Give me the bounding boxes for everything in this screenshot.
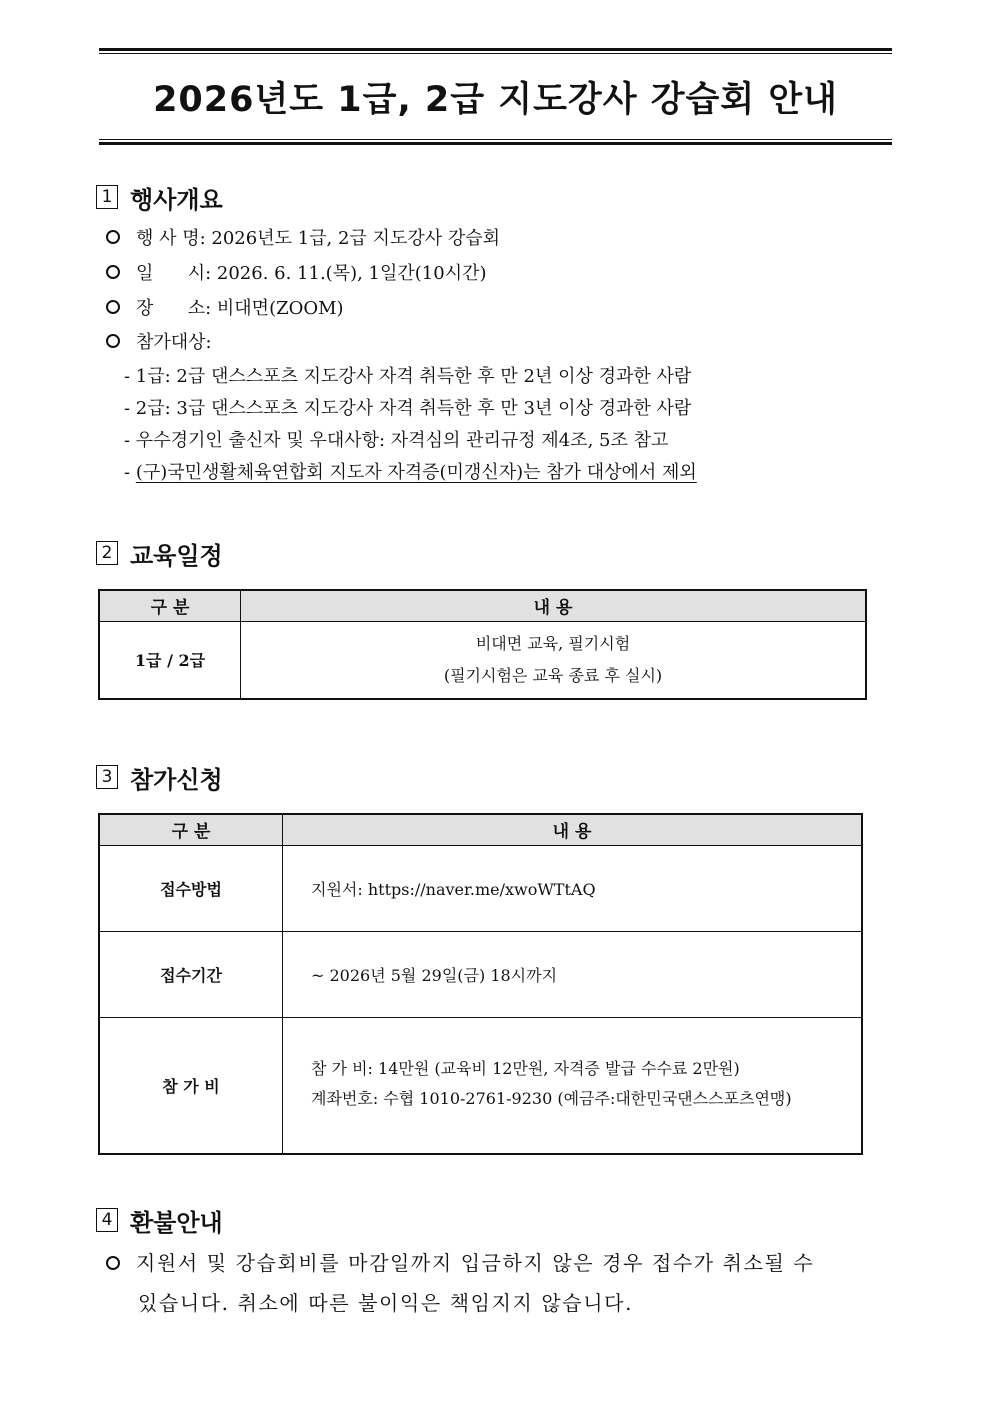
overview-value: 2026년도 1급, 2급 지도강사 강습회 — [211, 228, 500, 249]
section-1-title: 행사개요 — [130, 185, 223, 214]
section-1-number: 1 — [96, 185, 118, 209]
section-2-title: 교육일정 — [130, 541, 223, 570]
overview-label: 일 시: — [136, 263, 212, 284]
header-content: 내 용 — [283, 814, 863, 845]
circle-bullet-icon — [106, 1256, 120, 1270]
account-line: 계좌번호: 수협 1010-2761-9230 (예금주:대한민국댄스스포츠연맹) — [311, 1088, 792, 1108]
overview-item-date — [106, 259, 487, 289]
row-content: ~ 2026년 5월 29일(금) 18시까지 — [283, 931, 863, 1017]
schedule-line-2: (필기시험은 교육 종료 후 실시) — [443, 665, 663, 685]
circle-bullet-icon — [106, 230, 120, 244]
overview-label: 장 소: — [136, 298, 212, 319]
row-content — [283, 1017, 863, 1154]
row-label: 접수기간 — [99, 931, 283, 1017]
section-3-number: 3 — [96, 765, 118, 789]
target-sub-item: - 1급: 2급 댄스스포츠 지도강사 자격 취득한 후 만 2년 이상 경과한 사람 — [124, 366, 692, 387]
title-bottom-rule-thin — [99, 139, 892, 140]
overview-label: 참가대상: — [136, 332, 212, 353]
overview-item-target — [106, 328, 212, 358]
table-row — [99, 621, 866, 699]
note-prefix: - — [124, 462, 136, 483]
refund-line-2: 있습니다. 취소에 따른 불이익은 책임지지 않습니다. — [138, 1291, 634, 1315]
application-table — [98, 813, 863, 1155]
overview-value: 비대면(ZOOM) — [216, 298, 344, 319]
schedule-table — [98, 589, 867, 700]
note-underlined-text: (구)국민생활체육연합회 지도자 자격증(미갱신자)는 참가 대상에서 제외 — [135, 462, 697, 483]
section-3-heading — [96, 761, 223, 793]
section-4-title: 환불안내 — [130, 1208, 223, 1237]
table-header-row — [99, 590, 866, 621]
row-content: 지원서: https://naver.me/xwoWTtAQ — [283, 845, 863, 931]
row-label: 참 가 비 — [99, 1017, 283, 1154]
section-4-heading — [96, 1204, 223, 1236]
table-row — [99, 1017, 862, 1154]
refund-paragraph — [106, 1243, 876, 1323]
overview-value: 2026. 6. 11.(목), 1일간(10시간) — [216, 263, 487, 284]
overview-label: 행 사 명: — [136, 228, 206, 249]
title-top-rule-thin — [99, 53, 892, 54]
section-4-number: 4 — [96, 1208, 118, 1232]
page-title: 2026년도 1급, 2급 지도강사 강습회 안내 — [153, 80, 838, 120]
table-row — [99, 845, 862, 931]
target-exclusion-note — [124, 457, 697, 489]
section-1-heading — [96, 181, 223, 213]
section-3-title: 참가신청 — [130, 765, 223, 794]
circle-bullet-icon — [106, 300, 120, 314]
title-top-rule-thick — [99, 48, 892, 51]
title-block — [99, 48, 892, 148]
title-bottom-rule-thick — [99, 142, 892, 145]
target-sub-item: - 2급: 3급 댄스스포츠 지도강사 자격 취득한 후 만 3년 이상 경과한 사람 — [124, 398, 692, 419]
table-header-row — [99, 814, 862, 845]
schedule-content — [241, 621, 867, 699]
schedule-level: 1급 / 2급 — [99, 621, 241, 699]
target-sub-item: - 우수경기인 출신자 및 우대사항: 자격심의 관리규정 제4조, 5조 참고 — [124, 430, 669, 451]
section-2-heading — [96, 537, 223, 569]
section-2-number: 2 — [96, 541, 118, 565]
table-row — [99, 931, 862, 1017]
schedule-line-1: 비대면 교육, 필기시험 — [475, 633, 631, 653]
overview-item-place — [106, 294, 344, 324]
header-category: 구 분 — [99, 814, 283, 845]
header-content: 내 용 — [241, 590, 867, 621]
circle-bullet-icon — [106, 334, 120, 348]
refund-line-1-wrap — [106, 1243, 876, 1283]
fee-line: 참 가 비: 14만원 (교육비 12만원, 자격증 발급 수수료 2만원) — [311, 1058, 740, 1078]
overview-item-name — [106, 224, 500, 254]
header-category: 구 분 — [99, 590, 241, 621]
refund-line-1: 지원서 및 강습회비를 마감일까지 입금하지 않은 경우 접수가 취소될 수 — [136, 1251, 815, 1275]
circle-bullet-icon — [106, 265, 120, 279]
row-label: 접수방법 — [99, 845, 283, 931]
